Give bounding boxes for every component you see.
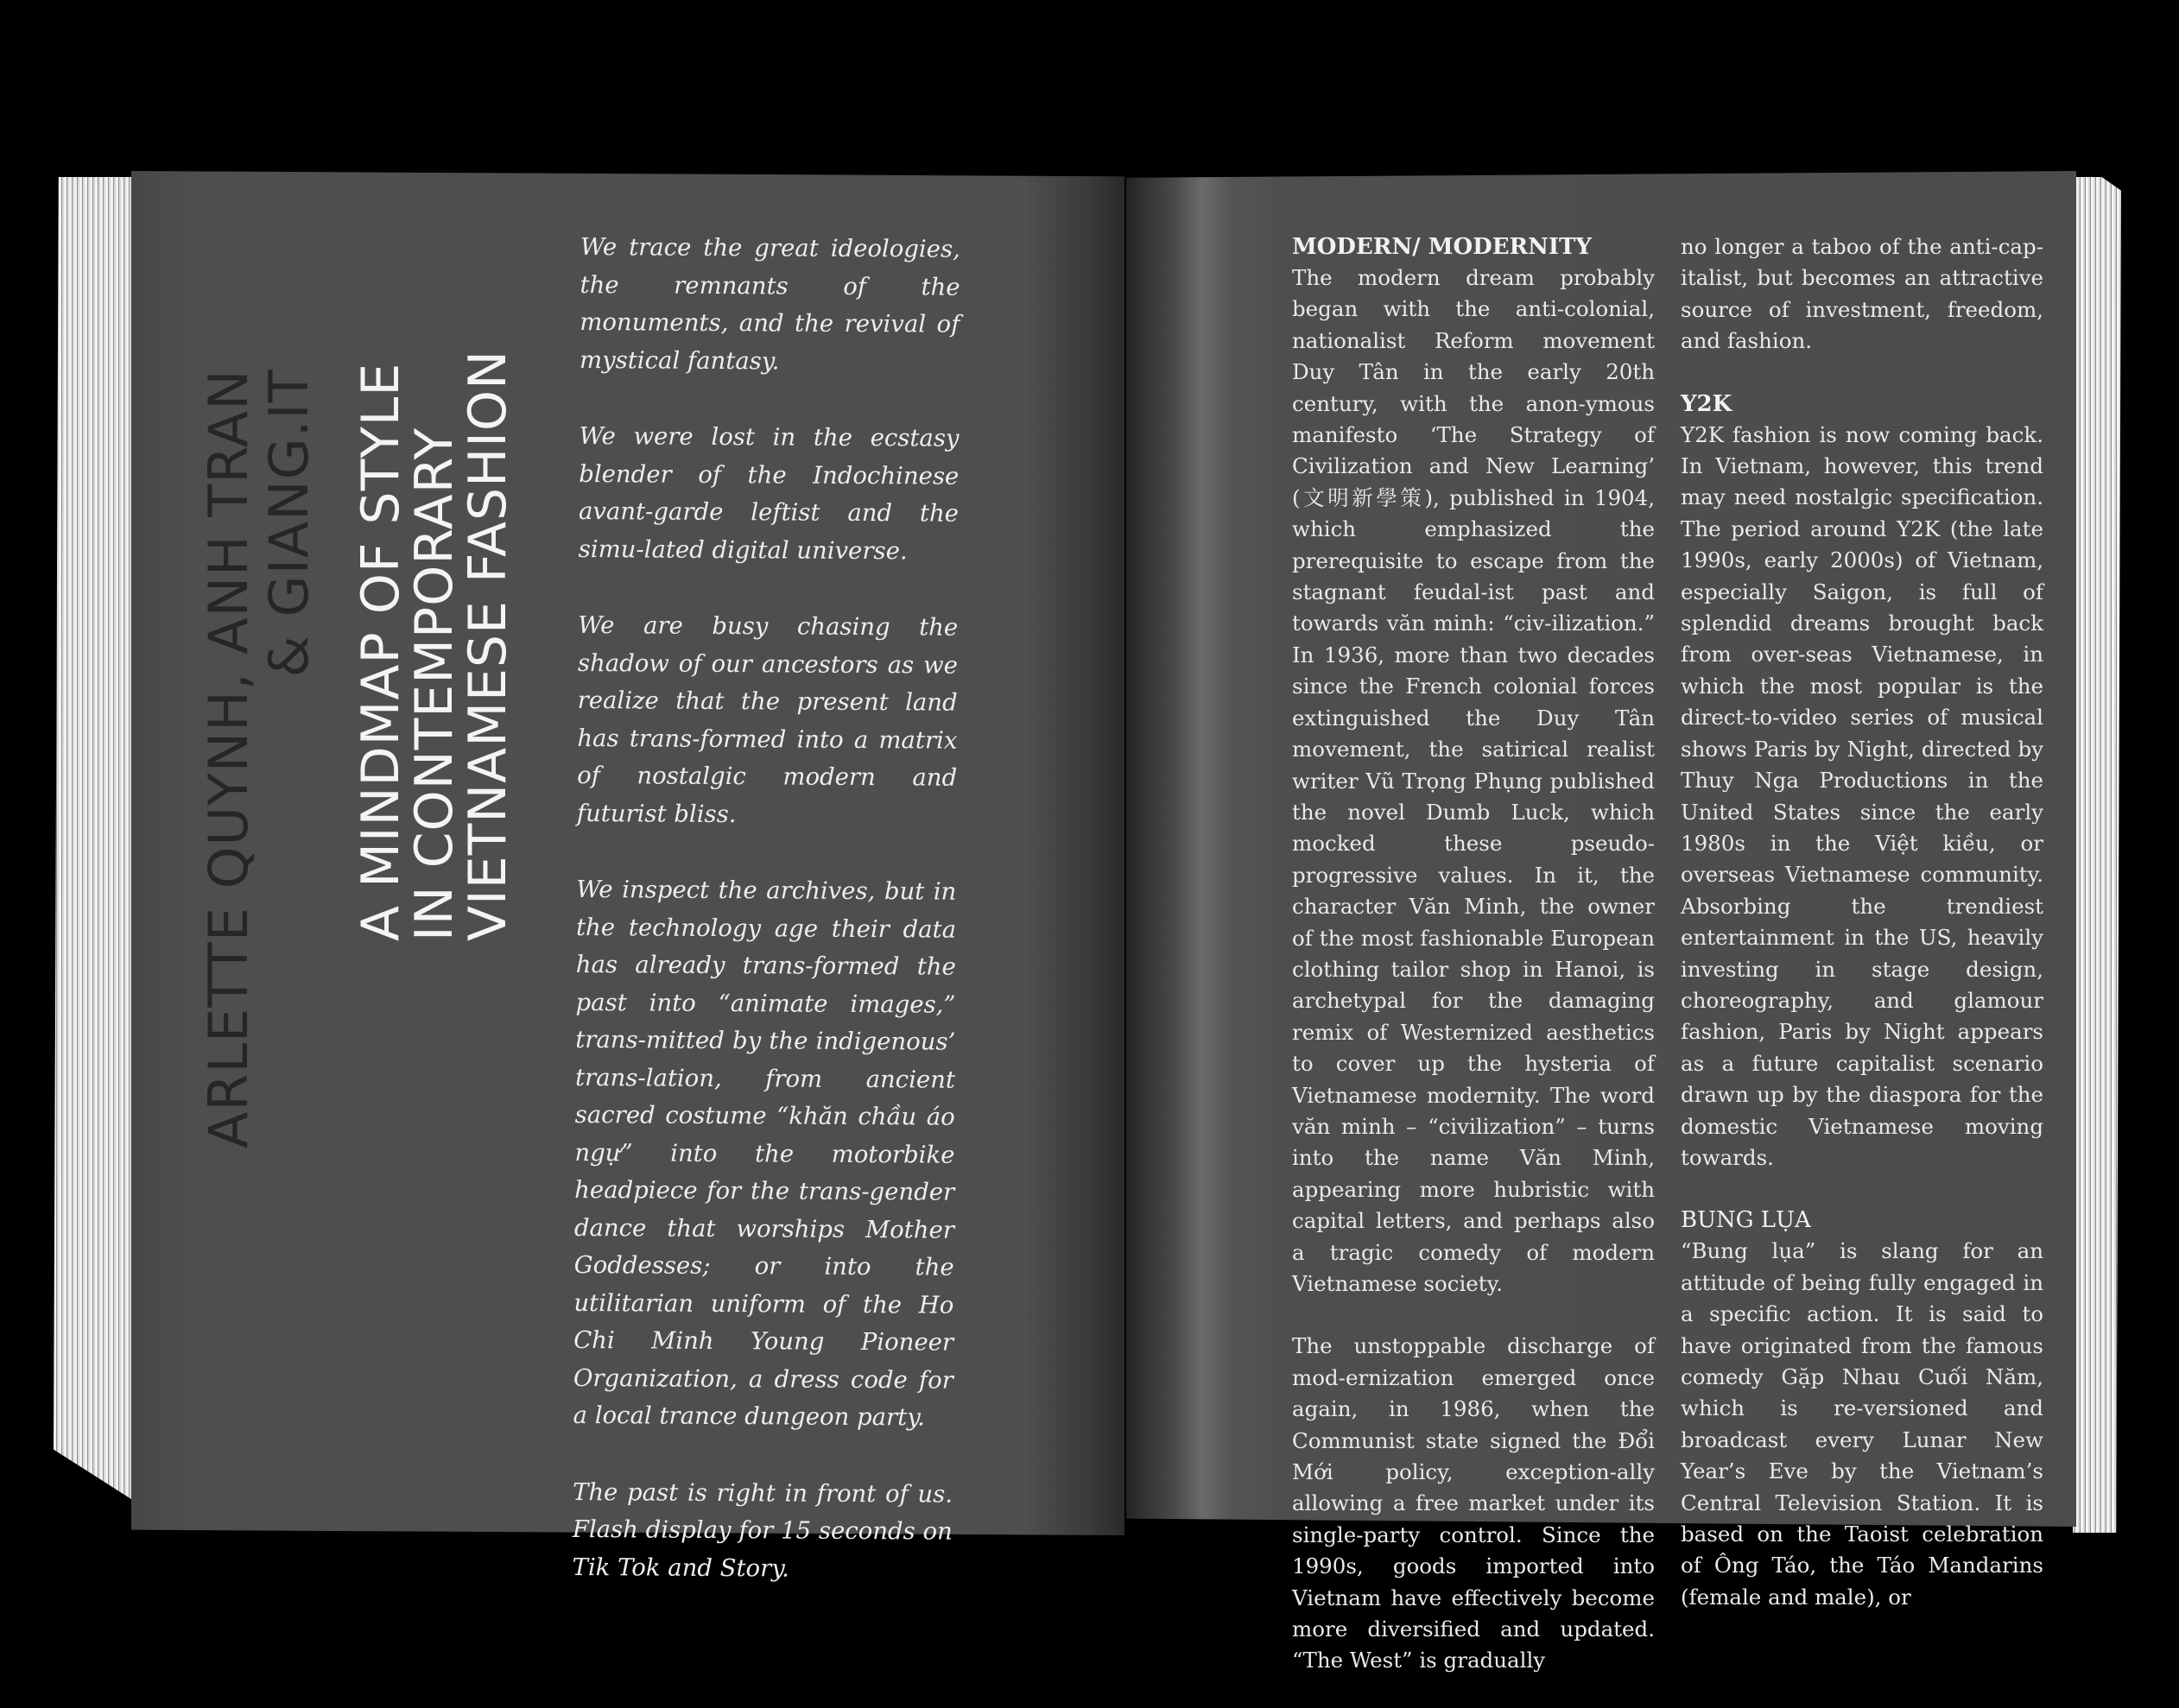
poem-paragraph: We were lost in the ecstasy blender of the Indochinese avant-garde leftist and the simu-lated digital universe. [578, 421, 960, 565]
heading-bung-lua: BUNG LỤA [1681, 1207, 1811, 1234]
right-column-1 [1292, 231, 1655, 1708]
continuation-paragraph: no longer a taboo of the anti-cap-italist, but becomes an attractive source of investment, freedom, and fashion. [1681, 234, 2043, 354]
right-page-edges [2073, 177, 2121, 1533]
left-page-edges [54, 177, 136, 1502]
title-line-1: A MINDMAP OF STYLE [351, 362, 411, 941]
article-title-vertical [351, 349, 518, 941]
intro-poem [572, 229, 960, 1628]
bung-lua-paragraph: “Bung lụa” is slang for an attitude of being fully engaged in a specific action. It is said to have originated from the famous comedy Gặp Nhau Cuối Năm, which is re-versioned and broadcast every Lunar New Year’s Eve by the Vietnam’s Central Television Station. It is based on the Taoist celebration of Ông Táo, the Táo Mandarins (female and male), or [1681, 1238, 2043, 1610]
y2k-paragraph: Y2K fashion is now coming back. In Vietnam, however, this trend may need nostalgic specification. The period around Y2K (the late 1990s, early 2000s) of Vietnam, especially Saigon, is full of splendid dreams brought back from over-seas Vietnamese, in which the most popular is the direct-to-video series of musical shows Paris by Night, directed by Thuy Nga Productions in the United States since the early 1980s in the Việt kiều, or overseas Vietnamese community. Absorbing the trendiest entertainment in the US, heavily investing in stage design, choreography, and glamour fashion, Paris by Night appears as a future capitalist scenario drawn up by the diaspora for the domestic Vietnamese moving towards. [1681, 421, 2043, 1170]
authors-line-2: & GIANG.IT [257, 369, 320, 678]
title-line-3: VIETNAMESE FASHION [458, 349, 518, 941]
authors-line-1: ARLETTE QUYNH, ANH TRAN [197, 369, 260, 1148]
modern-paragraph-1: The modern dream probably began with the anti-colonial, nationalist Reform movement Duy Tân in the early 20th century, with the anon-ymous manifesto ‘The Strategy of Civilization and New Learning’ (文明新學策), published in 1904, which emphasized the prerequisite to escape from the stagnant feudal-ist past and towards văn minh: “civ-ilization.” In 1936, more than two decades since the French colonial forces extinguished the Duy Tân movement, the satirical realist writer Vũ Trọng Phụng published the novel Dumb Luck, which mocked these pseudo-progressive values. In it, the character Văn Minh, the owner of the most fashionable European clothing tailor shop in Hanoi, is archetypal for the damaging remix of Westernized aesthetics to cover up the hysteria of Vietnamese modernity. The word văn minh – “civilization” – turns into the name Văn Minh, appearing more hubristic with capital letters, and perhaps also a tragic comedy of modern Vietnamese society. [1292, 265, 1655, 1296]
modern-paragraph-2: The unstoppable discharge of mod-ernization emerged once again, in 1986, when the Communist state signed the Đổi Mới policy, exception-ally allowing a free market under its single-party control. Since the 1990s, goods imported into Vietnam have effectively become more diversified and updated. “The West” is gradually [1292, 1333, 1655, 1673]
title-line-2: IN CONTEMPORARY [404, 427, 465, 941]
heading-modern: MODERN/ MODERNITY [1292, 234, 1592, 260]
heading-y2k: Y2K [1681, 390, 1732, 417]
right-column-2 [1681, 231, 2043, 1644]
authors-vertical [199, 369, 320, 1148]
poem-paragraph: We trace the great ideologies, the remnants of the monuments, and the revival of mystical fantasy. [579, 232, 960, 375]
poem-paragraph: We are busy chasing the shadow of our ancestors as we realize that the present land has trans-formed into a matrix of nostalgic modern and futurist bliss. [576, 610, 959, 828]
poem-paragraph: We inspect the archives, but in the technology age their data has already trans-formed the past into “animate images,” trans-mitted by the indigenous’ trans-lation, from ancient sacred costume “khăn chầu áo ngự” into the motorbike headpiece for the trans-gender dance that worships Mother Goddesses; or into the utilitarian uniform of the Ho Chi Minh Young Pioneer Organization, a dress code for a local trance dungeon party. [573, 875, 957, 1432]
poem-paragraph: The past is right in front of us. Flash display for 15 seconds on Tik Tok and Story. [572, 1477, 953, 1583]
